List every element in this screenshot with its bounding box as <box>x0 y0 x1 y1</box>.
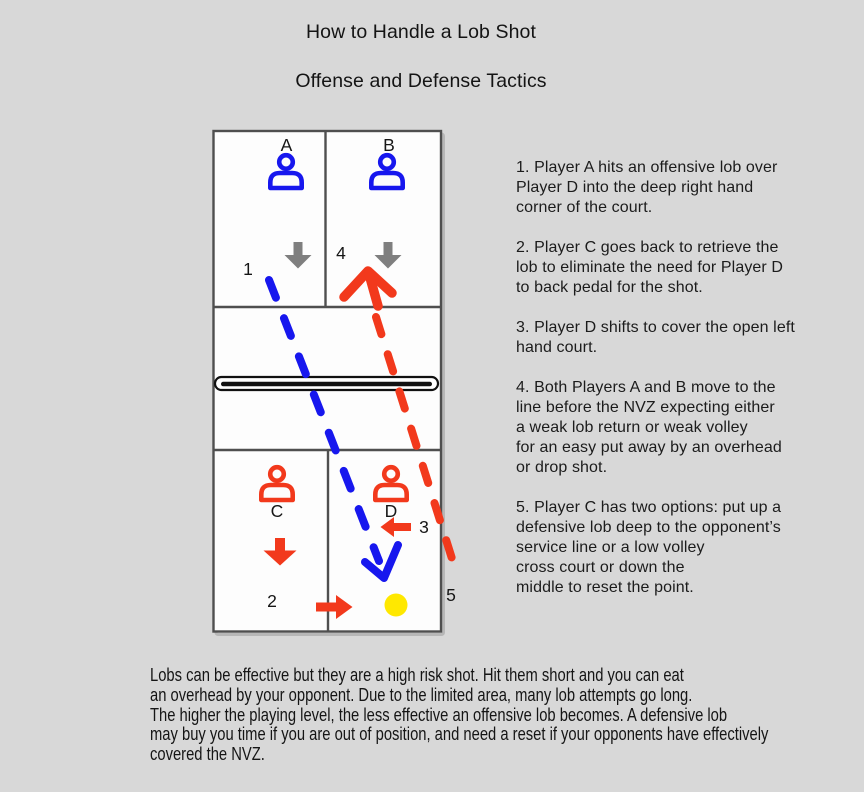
player-b-label: B <box>383 135 395 155</box>
summary-paragraph: Lobs can be effective but they are a high risk shot. Hit them short and you can eat an overhead by your opponent. Due to the limited area, many lob attempts go long. The higher the playing level, the less effective an offensive lob becomes. A defensive lob may buy you time if you are out of position, and need a reset if your opponents have effectively covered the NVZ. <box>150 665 769 765</box>
ball-icon <box>385 594 408 617</box>
step-marker-4: 4 <box>336 243 346 263</box>
player-a-label: A <box>280 135 293 155</box>
step-3-text: 3. Player D shifts to cover the open left hand court. <box>516 319 795 356</box>
instruction-steps <box>516 158 856 618</box>
step-marker-5: 5 <box>446 585 456 605</box>
step-1-text: 1. Player A hits an offensive lob over Player D into the deep right hand corner of the court. <box>516 159 778 216</box>
step-4-text: 4. Both Players A and B move to the line before the NVZ expecting either a weak lob return or weak volley for an easy put away by an overhead or drop shot. <box>516 379 782 476</box>
step-marker-1: 1 <box>243 259 253 279</box>
court-diagram <box>190 125 480 655</box>
page-title: How to Handle a Lob Shot <box>305 21 537 43</box>
player-c-label: C <box>270 501 284 521</box>
player-d-label: D <box>384 501 398 521</box>
step-marker-3: 3 <box>419 517 429 537</box>
page-subtitle: Offense and Defense Tactics <box>295 70 547 92</box>
net-icon <box>215 377 438 390</box>
step-5-text: 5. Player C has two options: put up a defensive lob deep to the opponent’s service line or a low volley cross court or down the middle to reset the point. <box>516 499 782 596</box>
step-marker-2: 2 <box>267 591 277 611</box>
step-2-text: 2. Player C goes back to retrieve the lob to eliminate the need for Player D to back pedal for the shot. <box>516 239 784 296</box>
